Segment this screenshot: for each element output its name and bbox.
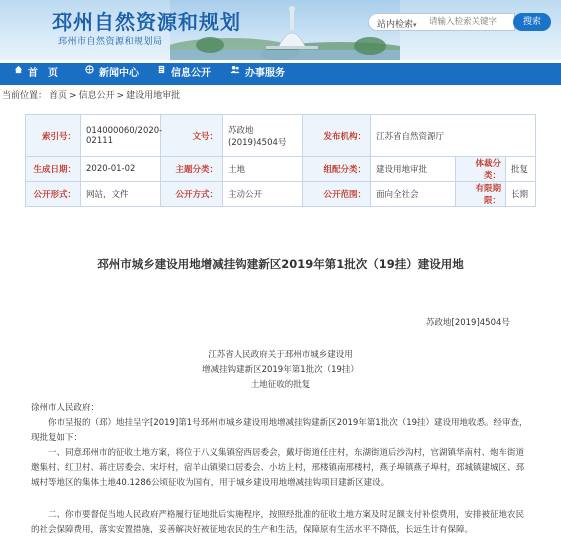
nav-item-home[interactable] <box>14 63 58 85</box>
topic-value: 土地 <box>223 157 303 182</box>
genre-value: 批复 <box>506 157 536 182</box>
search-button[interactable]: 搜索 <box>513 13 551 31</box>
org-category-value: 建设用地审批 <box>371 157 456 182</box>
index-value: 014000060/2020-02111 <box>81 115 161 157</box>
info-row <box>26 182 536 207</box>
document-info-table <box>25 114 536 207</box>
info-row <box>26 157 536 182</box>
publisher-value: 江苏省自然资源厅 <box>371 115 536 157</box>
salutation: 徐州市人民政府： <box>31 403 100 413</box>
scope-label: 公开范围： <box>303 182 371 207</box>
date-label: 生成日期： <box>26 157 81 182</box>
topic-label: 主题分类： <box>161 157 223 182</box>
document-number: 苏政地[2019]4504号 <box>426 318 510 328</box>
nav-item-label: 信息公开 <box>171 68 211 79</box>
term-value: 长期 <box>506 182 536 207</box>
form-label: 公开形式： <box>26 182 81 207</box>
breadcrumb-separator: > <box>69 91 77 101</box>
nav-item-disclosure[interactable] <box>157 63 211 85</box>
chevron-down-icon: ▾ <box>413 21 417 29</box>
org-category-label: 组配分类： <box>303 157 371 182</box>
mode-label: 公开方式： <box>161 182 223 207</box>
form-value: 网站，文件 <box>81 182 161 207</box>
breadcrumb-separator: > <box>116 91 125 101</box>
breadcrumb <box>2 88 182 101</box>
nav-item-label: 新闻中心 <box>99 68 139 79</box>
body-paragraph: 你市呈报的（邳）地挂呈字[2019]第1号邳州市城乡建设用地增减挂钩建新区2019年第1批次（19挂）建设用地收悉。经审查，现批复如下： <box>31 418 528 443</box>
nav-item-label: 首 页 <box>28 68 58 79</box>
index-label: 索引号： <box>26 115 81 157</box>
search-input[interactable] <box>429 15 514 29</box>
date-value: 2020-01-02 <box>81 157 161 182</box>
document-icon <box>157 61 166 83</box>
body-paragraph: 二、你市要督促当地人民政府严格履行征地批后实施程序，按照经批准的征收土地方案及时足额支付补偿费用，安排被征地农民的社会保障费用，落实安置措施，妥善解决好被征地农民的生产和生活，保障原有生活水平不降低，长远生计有保障。 <box>31 510 525 535</box>
main-nav <box>0 63 561 85</box>
site-header <box>0 0 561 60</box>
breadcrumb-prefix: 当前位置： <box>2 91 48 101</box>
info-row <box>26 115 536 157</box>
breadcrumb-current[interactable]: 建设用地审批 <box>126 91 181 101</box>
reply-heading-line: 江苏省人民政府关于邳州市城乡建设用 <box>208 350 353 360</box>
scope-value: 面向全社会 <box>371 182 456 207</box>
globe-icon <box>85 61 94 83</box>
breadcrumb-link-disclosure[interactable]: 信息公开 <box>78 91 115 101</box>
publisher-label: 发布机构： <box>303 115 371 157</box>
nav-item-news[interactable] <box>85 63 139 85</box>
search-box <box>368 13 515 31</box>
reply-heading-line: 土地征收的批复 <box>250 380 311 390</box>
genre-label: 体裁分类： <box>456 157 506 182</box>
search-scope-select[interactable] <box>377 17 417 30</box>
site-logo[interactable]: 邳州自然资源和规划 <box>52 10 241 34</box>
doc-number-label: 文号： <box>161 115 223 157</box>
body-paragraph: 一、同意邳州市的征收土地方案，将位于八义集镇窑西居委会，戴圩街道任庄村，东湖街道后沙沟村，官湖镇华南村、炮车街道邀集村、红卫村、蒋庄居委会、宋圩村，宿羊山镇梁口居委会、小坊上村，邢楼镇南邢楼村，燕子埠镇燕子埠村，邳城镇建城区、邳城村等地区的集体土地40.1286公顷征收为国有，用于城乡建设用地增减挂钩项目建新区建设。 <box>31 448 525 488</box>
search-scope-label: 站内检索 <box>377 20 414 30</box>
nav-item-services[interactable] <box>230 63 285 85</box>
document-title: 邳州市城乡建设用地增减挂钩建新区2019年第1批次（19挂）建设用地 <box>97 257 464 271</box>
home-icon <box>14 61 23 83</box>
doc-number-value: 苏政地(2019)4504号 <box>223 115 303 157</box>
site-logo-subtitle: 邳州市自然资源和规划局 <box>58 37 163 47</box>
term-label: 有限期限： <box>456 182 506 207</box>
nav-item-label: 办事服务 <box>245 68 285 79</box>
breadcrumb-link-home[interactable]: 首页 <box>49 91 68 101</box>
mode-value: 主动公开 <box>223 182 303 207</box>
reply-heading-line: 增减挂钩建新区2019年第1批次（19挂） <box>202 365 359 375</box>
people-icon <box>230 61 240 83</box>
